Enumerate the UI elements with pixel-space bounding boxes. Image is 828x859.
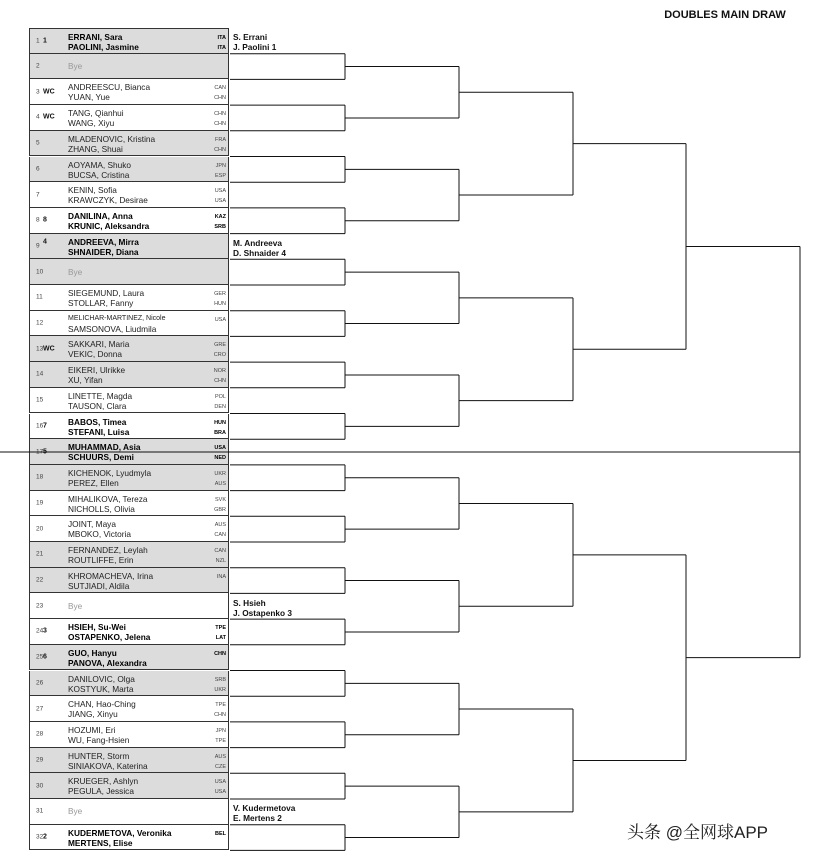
country-code-2: NZL (215, 558, 226, 564)
country-code-1: JPN (215, 162, 226, 169)
entry-number: 4 (36, 113, 40, 121)
entry-number: 15 (36, 396, 44, 404)
country-code-1: CHN (214, 111, 226, 118)
country-code-1: NOR (213, 368, 226, 375)
player-name-2: KRAWCZYK, Desirae (68, 195, 148, 206)
player-name-2: STEFANI, Luisa (68, 426, 130, 437)
player-name-2: STOLLAR, Fanny (68, 298, 134, 308)
country-code-1: UKR (214, 470, 226, 477)
country-code-2: SRB (214, 223, 226, 230)
player-name-1: DANILINA, Anna (68, 210, 133, 221)
player-name-1: KRUEGER, Ashlyn (68, 776, 139, 787)
draw-title: DOUBLES MAIN DRAW (664, 9, 786, 21)
entry-number: 32 (36, 833, 44, 841)
entry-seed: 5 (43, 448, 47, 456)
country-code-2: CZE (215, 763, 226, 770)
entry-number: 11 (36, 293, 43, 301)
country-code-1: CAN (214, 548, 226, 554)
player-name-1: MLADENOVIC, Kristina (68, 133, 156, 144)
winner-r1-1 (233, 32, 276, 52)
country-code-1: SRB (214, 676, 226, 683)
winner-name-2: D. Shnaider 4 (233, 248, 287, 258)
player-name-2: MBOKO, Victoria (68, 529, 132, 540)
player-name-1: EIKERI, Ulrikke (68, 365, 126, 376)
player-name-2: VEKIC, Donna (68, 349, 122, 360)
winner-r1-23 (233, 598, 292, 618)
country-code-2: CRO (213, 352, 226, 359)
country-code-2: GBR (214, 506, 226, 513)
entry-number: 12 (36, 319, 44, 327)
entry-bye: Bye (68, 266, 83, 277)
country-code-1: POL (214, 393, 226, 400)
winner-name-2: E. Mertens 2 (233, 813, 282, 823)
player-name-1: FERNANDEZ, Leylah (68, 545, 148, 555)
entry-bye: Bye (68, 600, 83, 611)
entry-number: 18 (36, 473, 44, 481)
country-code-1: AUS (214, 753, 226, 760)
player-name-2: WU, Fang-Hsien (68, 734, 130, 745)
player-name-1: MUHAMMAD, Asia (68, 442, 141, 453)
entry-number: 14 (36, 370, 44, 378)
winner-r1-9 (233, 238, 286, 258)
country-code-1: KAZ (214, 213, 226, 220)
country-code-1: USA (214, 445, 226, 452)
player-name-1: SAKKARI, Maria (68, 339, 130, 350)
entry-number: 25 (36, 653, 44, 661)
winner-name-1: M. Andreeva (233, 238, 283, 248)
entry-number: 8 (36, 216, 40, 224)
player-name-2: KRUNIC, Aleksandra (68, 220, 150, 231)
entry-number: 20 (36, 525, 44, 533)
country-code-2: CHN (214, 121, 226, 128)
country-code-2: AUS (214, 480, 226, 487)
entry-number: 22 (36, 576, 44, 584)
country-code-2: HUN (214, 301, 226, 307)
player-name-1: LINETTE, Magda (68, 390, 133, 401)
player-name-1: AOYAMA, Shuko (68, 159, 132, 170)
entry-bye: Bye (68, 61, 83, 72)
entry-number: 6 (36, 165, 40, 173)
entry-seed: 1 (43, 37, 47, 45)
entry-number: 19 (36, 499, 44, 507)
country-code-1: AUS (214, 522, 226, 529)
country-code-1: GRE (214, 342, 226, 349)
player-name-1: ANDREESCU, Bianca (68, 82, 151, 93)
player-name-1: DANILOVIC, Olga (68, 673, 135, 684)
player-name-2: PANOVA, Alexandra (68, 657, 147, 668)
watermark: 头条 @全网球APP (627, 823, 768, 842)
entry-number: 13 (36, 345, 44, 353)
player-name-2: ZHANG, Shuai (68, 143, 123, 154)
player-name-1: ANDREEVA, Mirra (68, 236, 139, 247)
country-code-2: INA (216, 573, 226, 580)
country-code-2: USA (214, 789, 226, 796)
entry-number: 23 (36, 602, 44, 610)
country-code-2: USA (214, 198, 226, 205)
player-name-2: SCHUURS, Demi (68, 452, 134, 463)
country-code-1: CAN (214, 85, 226, 92)
country-code-1: USA (214, 316, 226, 323)
country-code-2: DEN (214, 403, 226, 410)
player-name-1: MIHALIKOVA, Tereza (68, 493, 148, 504)
country-code-1: TPE (215, 625, 226, 632)
country-code-2: UKR (214, 686, 226, 693)
country-code-2: NED (214, 455, 226, 462)
entry-seed: 7 (43, 422, 47, 430)
winner-name-2: J. Ostapenko 3 (233, 608, 293, 618)
entry-seed: 4 (43, 238, 47, 246)
entry-number: 10 (36, 268, 44, 276)
player-name-2: PAOLINI, Jasmine (68, 42, 139, 52)
country-code-2: BEL (215, 830, 226, 837)
country-code-2: LAT (215, 635, 226, 642)
player-name-1: TANG, Qianhui (68, 108, 124, 119)
player-name-2: SAMSONOVA, Liudmila (68, 323, 157, 334)
entry-number: 26 (36, 679, 44, 687)
entry-seed: 2 (43, 833, 47, 841)
player-name-2: KOSTYUK, Marta (68, 683, 134, 694)
country-code-2: CHN (214, 146, 226, 153)
winner-name-1: S. Errani (233, 32, 268, 42)
player-name-1: HSIEH, Su-Wei (68, 622, 126, 633)
entry-seed: 6 (43, 653, 47, 661)
country-code-1: ITA (217, 35, 226, 41)
player-name-2: SHNAIDER, Diana (68, 246, 139, 257)
country-code-1: JPN (215, 727, 226, 734)
winner-r1-31 (233, 803, 295, 823)
country-code-1: GER (214, 291, 226, 297)
country-code-1: CHN (214, 650, 226, 657)
country-code-2: CHN (214, 95, 226, 102)
country-code-2: ESP (214, 172, 226, 179)
player-name-1: HUNTER, Storm (68, 750, 130, 761)
player-name-1: CHAN, Hao-Ching (68, 699, 136, 710)
player-name-1: SIEGEMUND, Laura (68, 288, 145, 298)
entry-bye: Bye (68, 806, 83, 817)
country-code-2: ITA (217, 45, 226, 51)
entry-number: 3 (36, 88, 40, 96)
entry-seed: WC (43, 345, 55, 353)
player-name-1: KENIN, Sofia (68, 185, 117, 196)
player-name-1: JOINT, Maya (68, 519, 116, 530)
entry-number: 21 (36, 550, 44, 558)
entry-number: 29 (36, 756, 44, 764)
entry-number: 16 (36, 422, 44, 430)
player-name-2: SINIAKOVA, Katerina (68, 760, 148, 771)
country-code-1: TPE (215, 702, 226, 709)
player-name-2: TAUSON, Clara (68, 400, 127, 411)
country-code-1: USA (214, 779, 226, 786)
player-name-1: KHROMACHEVA, Irina (68, 570, 154, 581)
entry-number: 24 (36, 627, 44, 635)
entry-number: 27 (36, 705, 44, 713)
winner-name-1: S. Hsieh (233, 598, 266, 608)
entry-seed: 8 (43, 216, 47, 224)
winner-name-2: J. Paolini 1 (233, 42, 277, 52)
winner-name-1: V. Kudermetova (233, 803, 296, 813)
player-name-1: HOZUMI, Eri (68, 724, 116, 735)
entry-number: 17 (36, 448, 44, 456)
country-code-1: HUN (214, 419, 226, 426)
player-name-2: SUTJIADI, Aldila (68, 580, 130, 591)
player-name-1: MELICHAR-MARTINEZ, Nicole (68, 314, 166, 322)
player-name-1: ERRANI, Sara (68, 32, 123, 42)
country-code-2: CHN (214, 712, 226, 719)
player-name-1: BABOS, Timea (68, 416, 127, 427)
player-name-2: XU, Yifan (68, 375, 103, 386)
country-code-1: FRA (215, 136, 226, 143)
entry-number: 30 (36, 782, 44, 790)
player-name-2: OSTAPENKO, Jelena (68, 632, 151, 643)
player-name-2: YUAN, Yue (68, 92, 110, 103)
entry-seed: WC (43, 88, 55, 96)
player-name-2: MERTENS, Elise (68, 837, 133, 848)
player-name-2: WANG, Xiyu (68, 118, 115, 129)
player-name-1: KUDERMETOVA, Veronika (68, 827, 172, 838)
player-name-2: PEGULA, Jessica (68, 786, 134, 797)
entry-number: 1 (36, 37, 40, 45)
entry-number: 7 (36, 191, 40, 199)
player-name-1: KICHENOK, Lyudmyla (68, 467, 152, 478)
player-name-2: BUCSA, Cristina (68, 169, 130, 180)
player-name-2: ROUTLIFFE, Erin (68, 555, 134, 565)
entry-number: 31 (36, 807, 44, 815)
country-code-1: USA (214, 188, 226, 195)
country-code-2: TPE (215, 737, 226, 744)
player-name-2: NICHOLLS, Olivia (68, 503, 135, 514)
entry-seed: 3 (43, 627, 47, 635)
country-code-2: CAN (214, 532, 226, 539)
player-name-2: PEREZ, Ellen (68, 477, 119, 488)
entry-seed: WC (43, 113, 55, 121)
country-code-1: SVK (214, 496, 226, 503)
entry-number: 28 (36, 730, 44, 738)
country-code-2: BRA (214, 429, 226, 436)
entry-number: 5 (36, 139, 40, 147)
player-name-2: JIANG, Xinyu (68, 709, 118, 720)
player-name-1: GUO, Hanyu (68, 647, 117, 658)
country-code-2: CHN (214, 378, 226, 385)
entry-number: 2 (36, 62, 40, 70)
entry-number: 9 (36, 242, 40, 250)
